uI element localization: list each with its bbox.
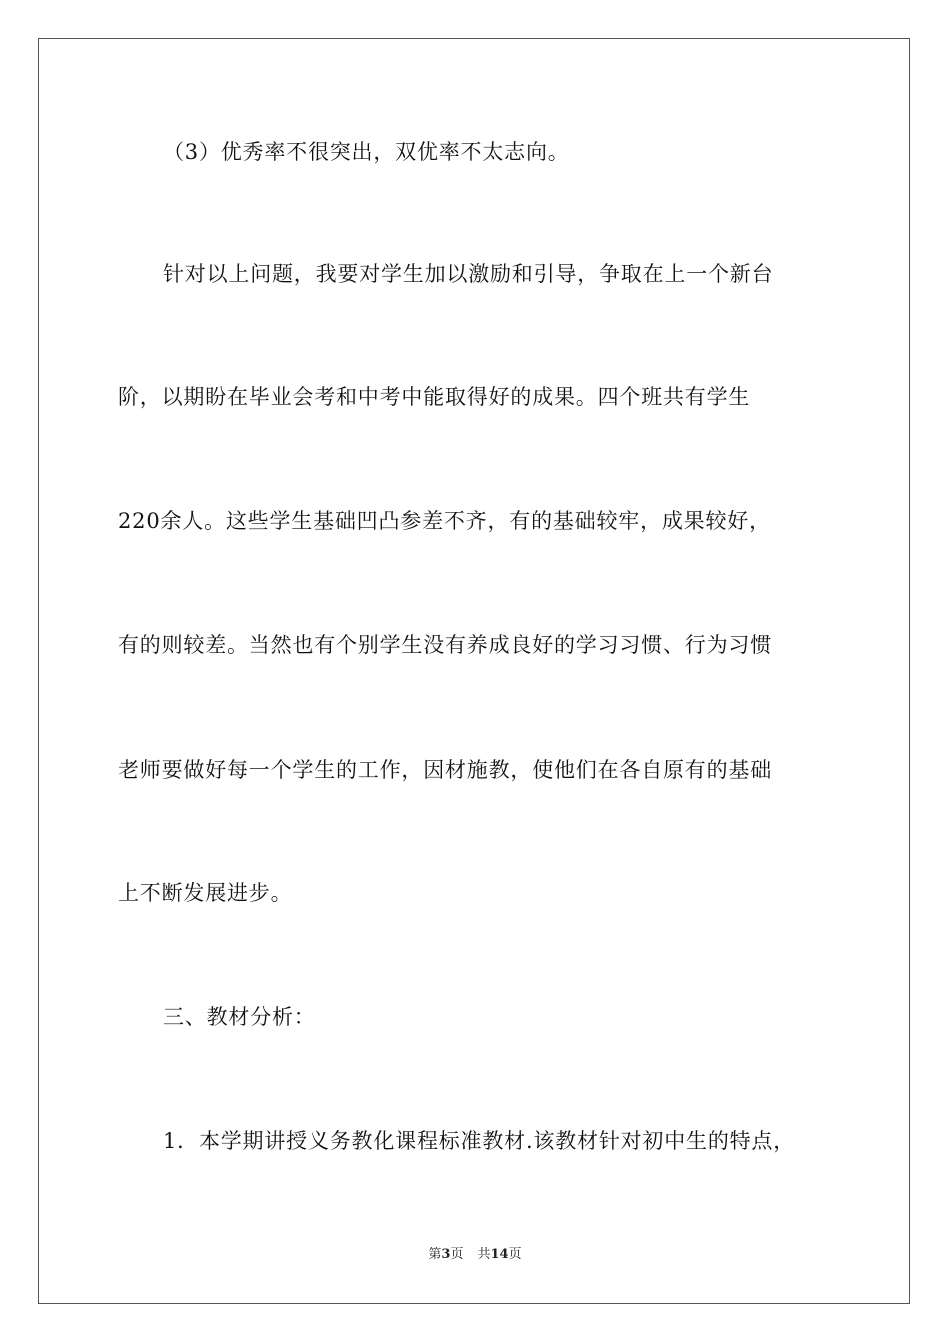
footer-total-prefix: 共: [477, 1247, 491, 1262]
paragraph-line-2: 针对以上问题，我要对学生加以激励和引导，争取在上一个新台: [163, 262, 774, 286]
paragraph-line-1: （3）优秀率不很突出，双优率不太志向。: [163, 140, 570, 164]
page-footer: [0, 1246, 950, 1264]
footer-total-suffix: 页: [508, 1247, 522, 1262]
total-pages-number: 14: [490, 1247, 509, 1262]
paragraph-line-9: 1．本学期讲授义务教化课程标准教材.该教材针对初中生的特点，: [163, 1129, 796, 1153]
footer-page-word: 页: [450, 1247, 464, 1262]
paragraph-line-3: 阶，以期盼在毕业会考和中考中能取得好的成果。四个班共有学生: [118, 385, 751, 409]
paragraph-line-7: 上不断发展进步。: [118, 881, 293, 905]
paragraph-line-6: 老师要做好每一个学生的工作，因材施教，使他们在各自原有的基础: [118, 758, 772, 782]
footer-prefix: 第: [428, 1247, 442, 1262]
page-border: [38, 38, 910, 1304]
paragraph-line-5: 有的则较差。当然也有个别学生没有养成良好的学习习惯、行为习惯: [118, 633, 772, 657]
current-page-number: 3: [441, 1247, 451, 1262]
section-heading: 三、教材分析：: [163, 1005, 316, 1029]
paragraph-line-4: 220余人。这些学生基础凹凸参差不齐，有的基础较牢，成果较好，: [118, 509, 771, 533]
